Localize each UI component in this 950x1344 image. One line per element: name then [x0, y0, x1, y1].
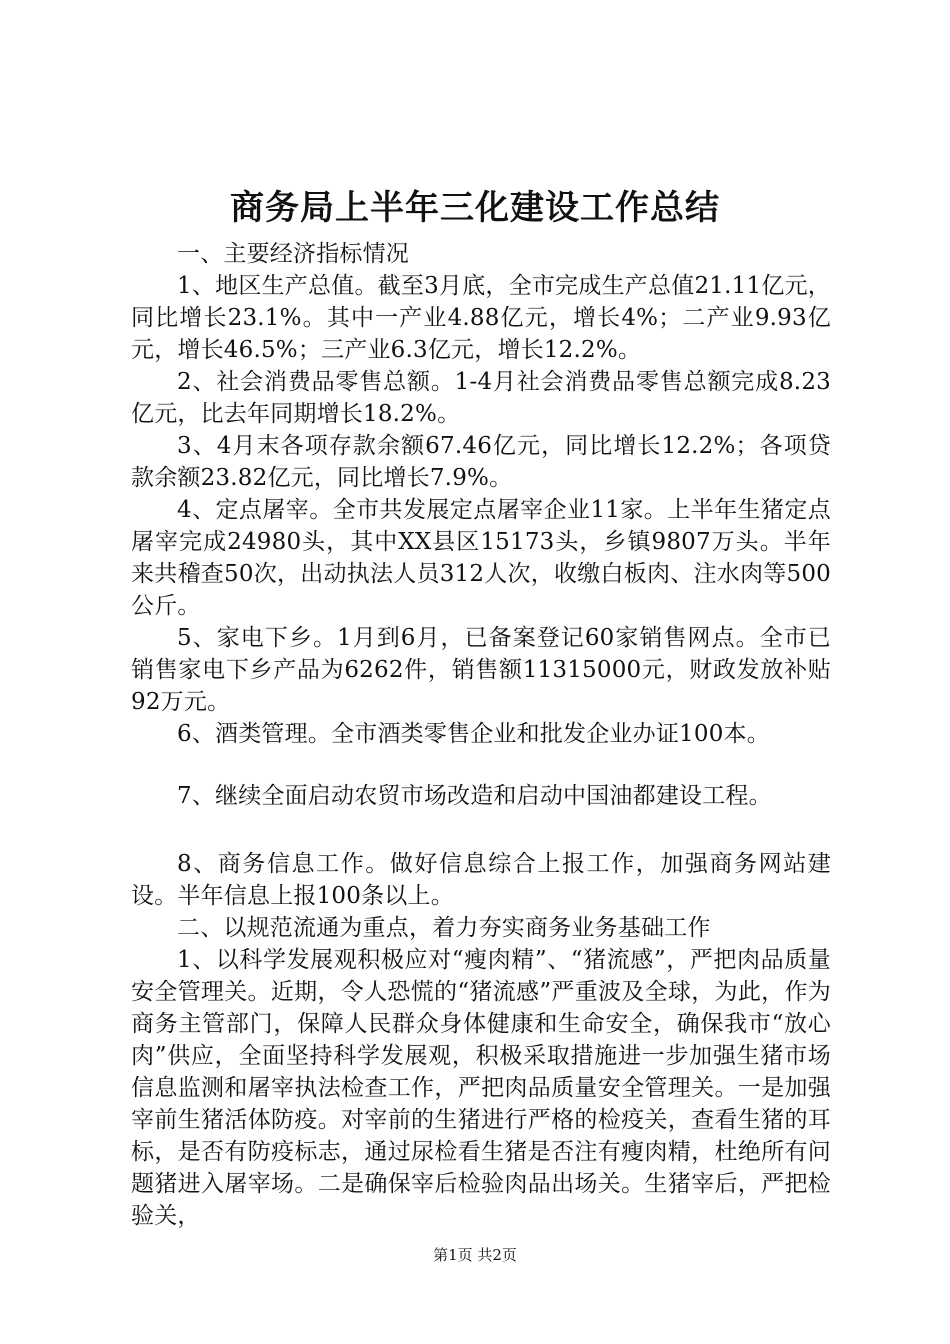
document-body: [131, 238, 831, 1232]
paragraph-gdp: 1、地区生产总值。截至3月底，全市完成生产总值21.11亿元，同比增长23.1%。其中一产业4.88亿元，增长4%；二产业9.93亿元，增长46.5%；三产业6.3亿元，增长12.2%。: [131, 273, 831, 363]
paragraph-information-work: 8、商务信息工作。做好信息综合上报工作，加强商务网站建设。半年信息上报100条以上。: [131, 851, 831, 909]
paragraph-appliances: 5、家电下乡。1月到6月，已备案登记60家销售网点。全市已销售家电下乡产品为6262件，销售额11315000元，财政发放补贴92万元。: [131, 625, 831, 715]
page-footer: 第1页 共2页: [433, 1246, 517, 1264]
section-heading-1: 一、主要经济指标情况: [177, 241, 409, 267]
paragraph-liquor: 6、酒类管理。全市酒类零售企业和批发企业办证100本。: [177, 721, 770, 747]
document-title: 商务局上半年三化建设工作总结: [230, 188, 720, 228]
paragraph-market-renovation: 7、继续全面启动农贸市场改造和启动中国油都建设工程。: [177, 783, 772, 809]
paragraph-meat-safety: 1、以科学发展观积极应对“瘦肉精”、“猪流感”，严把肉品质量安全管理关。近期，令人恐慌的“猪流感”严重波及全球，为此，作为商务主管部门，保障人民群众身体健康和生命安全，确保我市“放心肉”供应，全面坚持科学发展观，积极采取措施进一步加强生猪市场信息监测和屠宰执法检查工作，严把肉品质量安全管理关。一是加强宰前生猪活体防疫。对宰前的生猪进行严格的检疫关，查看生猪的耳标，是否有防疫标志，通过尿检看生猪是否注有瘦肉精，杜绝所有问题猪进入屠宰场。二是确保宰后检验肉品出场关。生猪宰后，严把检验关，: [131, 947, 831, 1229]
paragraph-retail-sales: 2、社会消费品零售总额。1-4月社会消费品零售总额完成8.23亿元，比去年同期增长18.2%。: [131, 369, 831, 427]
paragraph-deposits-loans: 3、4月末各项存款余额67.46亿元，同比增长12.2%；各项贷款余额23.82亿元，同比增长7.9%。: [131, 433, 831, 491]
section-heading-2: 二、以规范流通为重点，着力夯实商务业务基础工作: [177, 915, 711, 941]
paragraph-slaughter: 4、定点屠宰。全市共发展定点屠宰企业11家。上半年生猪定点屠宰完成24980头，其中XX县区15173头，乡镇9807万头。半年来共稽查50次，出动执法人员312人次，收缴白板肉、注水肉等500公斤。: [131, 497, 831, 619]
